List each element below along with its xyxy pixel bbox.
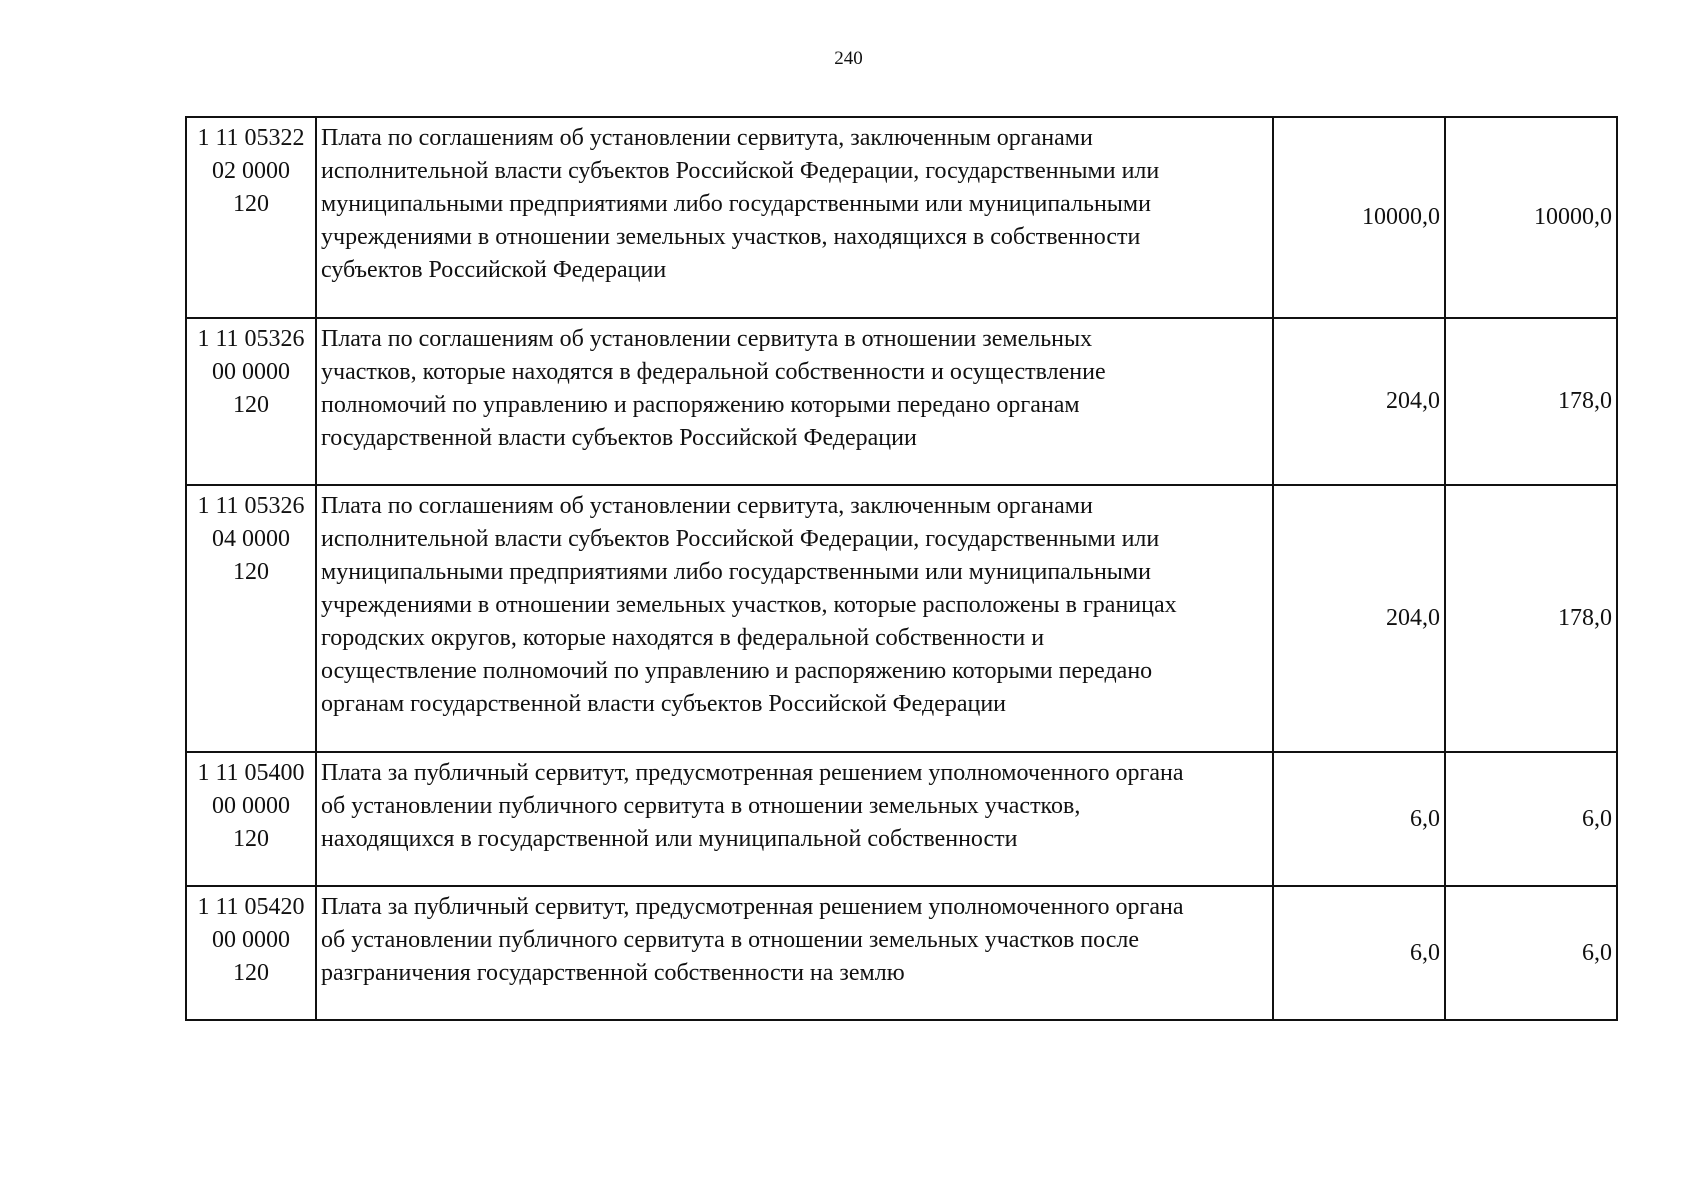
code-line: 02 0000 [212, 158, 290, 184]
value-1-cell: 204,0 [1273, 318, 1445, 485]
value-1-cell: 6,0 [1273, 752, 1445, 886]
value-2-cell: 178,0 [1445, 485, 1617, 752]
description-line: исполнительной власти субъектов Российской Федерации, государственными или [321, 526, 1160, 552]
table-row [186, 886, 1617, 1020]
table-row [186, 318, 1617, 485]
code-line: 00 0000 [212, 359, 290, 385]
description-line: Плата по соглашениям об установлении сервитута, заключенным органами [321, 493, 1093, 519]
table-row [186, 485, 1617, 752]
code-line: 00 0000 [212, 793, 290, 819]
code-line: 120 [233, 559, 269, 585]
code-line: 1 11 05326 [197, 326, 305, 352]
description-line: государственной власти субъектов Российской Федерации [321, 425, 917, 451]
code-line: 1 11 05400 [197, 760, 305, 786]
description-line: муниципальными предприятиями либо государственными или муниципальными [321, 191, 1151, 217]
description-line: органам государственной власти субъектов Российской Федерации [321, 691, 1007, 717]
value-1-cell: 6,0 [1273, 886, 1445, 1020]
value-1-cell: 10000,0 [1273, 117, 1445, 318]
page-number: 240 [834, 48, 863, 69]
code-line: 1 11 05326 [197, 493, 305, 519]
description-cell [316, 485, 1273, 752]
value-2-cell: 10000,0 [1445, 117, 1617, 318]
table-row [186, 752, 1617, 886]
description-line: разграничения государственной собственности на землю [321, 960, 905, 986]
code-cell [186, 485, 316, 752]
value-1-cell: 204,0 [1273, 485, 1445, 752]
description-line: учреждениями в отношении земельных участков, которые расположены в границах [321, 592, 1177, 618]
code-cell [186, 117, 316, 318]
description-line: Плата по соглашениям об установлении сервитута в отношении земельных [321, 326, 1093, 352]
description-line: Плата за публичный сервитут, предусмотренная решением уполномоченного органа [321, 894, 1184, 920]
value-2-cell: 6,0 [1445, 886, 1617, 1020]
code-line: 1 11 05322 [197, 125, 305, 151]
description-line: об установлении публичного сервитута в отношении земельных участков, [321, 793, 1081, 819]
code-cell [186, 318, 316, 485]
code-line: 120 [233, 826, 269, 852]
code-cell [186, 886, 316, 1020]
code-cell [186, 752, 316, 886]
description-cell [316, 752, 1273, 886]
table-row [186, 117, 1617, 318]
description-line: осуществление полномочий по управлению и распоряжению которыми передано [321, 658, 1153, 684]
description-line: об установлении публичного сервитута в отношении земельных участков после [321, 927, 1140, 953]
description-line: городских округов, которые находятся в федеральной собственности и [321, 625, 1045, 651]
code-line: 120 [233, 392, 269, 418]
description-line: учреждениями в отношении земельных участков, находящихся в собственности [321, 224, 1141, 250]
description-line: находящихся в государственной или муниципальной собственности [321, 826, 1018, 852]
description-line: муниципальными предприятиями либо государственными или муниципальными [321, 559, 1151, 585]
code-line: 120 [233, 191, 269, 217]
description-line: исполнительной власти субъектов Российской Федерации, государственными или [321, 158, 1160, 184]
description-cell [316, 886, 1273, 1020]
description-line: полномочий по управлению и распоряжению которыми передано органам [321, 392, 1080, 418]
value-2-cell: 6,0 [1445, 752, 1617, 886]
budget-table [185, 116, 1618, 1021]
code-line: 00 0000 [212, 927, 290, 953]
code-line: 1 11 05420 [197, 894, 305, 920]
value-2-cell: 178,0 [1445, 318, 1617, 485]
description-line: Плата за публичный сервитут, предусмотренная решением уполномоченного органа [321, 760, 1184, 786]
code-line: 120 [233, 960, 269, 986]
description-cell [316, 117, 1273, 318]
description-line: участков, которые находятся в федеральной собственности и осуществление [321, 359, 1106, 385]
code-line: 04 0000 [212, 526, 290, 552]
description-line: Плата по соглашениям об установлении сервитута, заключенным органами [321, 125, 1093, 151]
description-cell [316, 318, 1273, 485]
description-line: субъектов Российской Федерации [321, 257, 667, 283]
